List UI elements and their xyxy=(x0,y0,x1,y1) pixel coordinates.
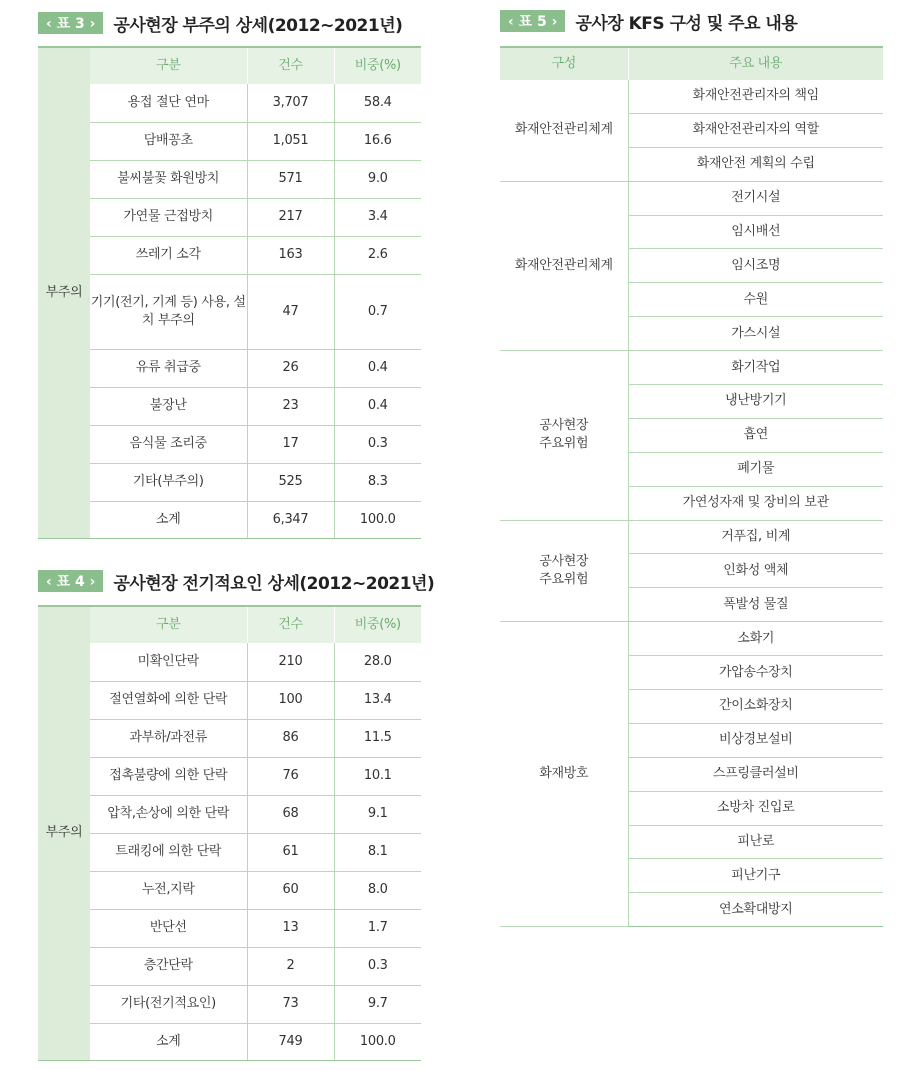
table4-title: 공사현장 전기적요인 상세(2012~2021년) xyxy=(113,573,435,594)
row-ratio-cell: 9.7 xyxy=(334,985,421,1023)
table5 xyxy=(500,46,883,927)
row-ratio-cell: 8.3 xyxy=(334,463,421,501)
table5-header-1: 주요 내용 xyxy=(628,47,883,80)
table5-item-cell: 화재안전 계획의 수립 xyxy=(628,147,883,181)
row-count-cell: 86 xyxy=(247,719,334,757)
table5-item-cell: 흡연 xyxy=(628,418,883,452)
row-ratio-cell: 16.6 xyxy=(334,122,421,160)
table-row xyxy=(38,757,421,795)
row-ratio-cell: 2.6 xyxy=(334,236,421,274)
row-ratio-cell: 9.1 xyxy=(334,795,421,833)
row-name-cell: 담배꽁초 xyxy=(90,122,247,160)
row-count-cell: 1,051 xyxy=(247,122,334,160)
table-row xyxy=(38,909,421,947)
row-count-cell: 13 xyxy=(247,909,334,947)
row-name-cell: 반단선 xyxy=(90,909,247,947)
row-name-cell: 접촉불량에 의한 단락 xyxy=(90,757,247,795)
row-ratio-cell: 0.7 xyxy=(334,274,421,349)
table5-item-cell: 임시배선 xyxy=(628,215,883,249)
table5-item-cell: 가스시설 xyxy=(628,317,883,351)
row-ratio-cell: 13.4 xyxy=(334,681,421,719)
table3-group-label: 부주의 xyxy=(38,47,90,538)
table3-header-row xyxy=(38,47,421,84)
row-count-cell: 26 xyxy=(247,349,334,387)
table5-group-label: 화재안전관리체계 xyxy=(500,80,628,181)
table5-group-label: 화재방호 xyxy=(500,622,628,927)
table3-header-0: 구분 xyxy=(90,47,247,84)
row-ratio-cell: 8.1 xyxy=(334,833,421,871)
row-count-cell: 217 xyxy=(247,198,334,236)
table-row xyxy=(38,643,421,681)
row-count-cell: 23 xyxy=(247,387,334,425)
table5-item-cell: 스프링클러설비 xyxy=(628,757,883,791)
table5-item-cell: 피난기구 xyxy=(628,859,883,893)
total-name-cell: 소계 xyxy=(90,501,247,538)
row-name-cell: 유류 취급중 xyxy=(90,349,247,387)
table3 xyxy=(38,46,421,539)
row-count-cell: 525 xyxy=(247,463,334,501)
table3-header-2: 비중(%) xyxy=(334,47,421,84)
table3-caption xyxy=(38,10,402,36)
table-row xyxy=(38,160,421,198)
table5-item-cell: 폭발성 물질 xyxy=(628,588,883,622)
row-name-cell: 기타(전기적요인) xyxy=(90,985,247,1023)
table4-header-1: 건수 xyxy=(247,606,334,643)
row-name-cell: 절연열화에 의한 단락 xyxy=(90,681,247,719)
row-ratio-cell: 0.4 xyxy=(334,349,421,387)
table-row xyxy=(38,947,421,985)
total-ratio-cell: 100.0 xyxy=(334,501,421,538)
table-row xyxy=(38,425,421,463)
row-count-cell: 163 xyxy=(247,236,334,274)
row-count-cell: 68 xyxy=(247,795,334,833)
table5-title: 공사장 KFS 구성 및 주요 내용 xyxy=(575,13,798,34)
row-name-cell: 층간단락 xyxy=(90,947,247,985)
row-count-cell: 73 xyxy=(247,985,334,1023)
table5-header-row xyxy=(500,47,883,80)
row-ratio-cell: 8.0 xyxy=(334,871,421,909)
table-row xyxy=(38,236,421,274)
table5-item-cell: 피난로 xyxy=(628,825,883,859)
table-row xyxy=(38,387,421,425)
table-row xyxy=(500,622,883,656)
row-count-cell: 100 xyxy=(247,681,334,719)
row-ratio-cell: 10.1 xyxy=(334,757,421,795)
table5-item-cell: 가압송수장치 xyxy=(628,656,883,690)
table5-item-cell: 인화성 액체 xyxy=(628,554,883,588)
table3-total-row xyxy=(38,501,421,538)
table4-header-0: 구분 xyxy=(90,606,247,643)
table-row xyxy=(500,520,883,554)
row-name-cell: 가연물 근접방치 xyxy=(90,198,247,236)
table5-header-0: 구성 xyxy=(500,47,628,80)
row-name-cell: 기타(부주의) xyxy=(90,463,247,501)
total-count-cell: 749 xyxy=(247,1023,334,1060)
table5-item-cell: 전기시설 xyxy=(628,181,883,215)
row-count-cell: 571 xyxy=(247,160,334,198)
table5-item-cell: 임시조명 xyxy=(628,249,883,283)
table5-item-cell: 가연성자재 및 장비의 보관 xyxy=(628,486,883,520)
row-ratio-cell: 28.0 xyxy=(334,643,421,681)
table-row xyxy=(38,349,421,387)
row-name-cell: 기기(전기, 기계 등) 사용, 설치 부주의 xyxy=(90,274,247,349)
row-count-cell: 60 xyxy=(247,871,334,909)
table-row xyxy=(500,351,883,385)
table5-item-cell: 간이소화장치 xyxy=(628,690,883,724)
row-name-cell: 불씨불꽃 화원방치 xyxy=(90,160,247,198)
table5-item-cell: 화재안전관리자의 책임 xyxy=(628,80,883,113)
row-count-cell: 47 xyxy=(247,274,334,349)
row-ratio-cell: 0.3 xyxy=(334,425,421,463)
table4 xyxy=(38,605,421,1061)
total-ratio-cell: 100.0 xyxy=(334,1023,421,1060)
table-row xyxy=(38,833,421,871)
table5-item-cell: 연소확대방지 xyxy=(628,893,883,927)
table-row xyxy=(38,681,421,719)
row-name-cell: 압착,손상에 의한 단락 xyxy=(90,795,247,833)
table4-total-row xyxy=(38,1023,421,1060)
row-name-cell: 음식물 조리중 xyxy=(90,425,247,463)
table3-title: 공사현장 부주의 상세(2012~2021년) xyxy=(113,15,403,36)
row-name-cell: 누전,지락 xyxy=(90,871,247,909)
row-count-cell: 61 xyxy=(247,833,334,871)
row-count-cell: 76 xyxy=(247,757,334,795)
table4-header-row xyxy=(38,606,421,643)
table-row xyxy=(38,84,421,122)
row-name-cell: 불장난 xyxy=(90,387,247,425)
table-row xyxy=(500,181,883,215)
table5-item-cell: 수원 xyxy=(628,283,883,317)
table4-header-2: 비중(%) xyxy=(334,606,421,643)
row-ratio-cell: 0.4 xyxy=(334,387,421,425)
table-row xyxy=(38,795,421,833)
table4-tag: ‹ 표 4 › xyxy=(38,570,103,592)
row-count-cell: 2 xyxy=(247,947,334,985)
table5-item-cell: 폐기물 xyxy=(628,452,883,486)
table5-group-label: 공사현장 주요위험 xyxy=(500,351,628,520)
total-count-cell: 6,347 xyxy=(247,501,334,538)
row-count-cell: 17 xyxy=(247,425,334,463)
table-row xyxy=(38,463,421,501)
row-ratio-cell: 11.5 xyxy=(334,719,421,757)
row-count-cell: 3,707 xyxy=(247,84,334,122)
table-row xyxy=(38,274,421,349)
row-name-cell: 미확인단락 xyxy=(90,643,247,681)
row-ratio-cell: 58.4 xyxy=(334,84,421,122)
table-row xyxy=(38,985,421,1023)
table5-item-cell: 거푸집, 비계 xyxy=(628,520,883,554)
table5-item-cell: 소방차 진입로 xyxy=(628,791,883,825)
table-row xyxy=(38,719,421,757)
table5-item-cell: 비상경보설비 xyxy=(628,723,883,757)
table3-header-1: 건수 xyxy=(247,47,334,84)
table-row xyxy=(38,122,421,160)
table-row xyxy=(38,198,421,236)
row-name-cell: 트래킹에 의한 단락 xyxy=(90,833,247,871)
row-ratio-cell: 0.3 xyxy=(334,947,421,985)
row-name-cell: 과부하/과전류 xyxy=(90,719,247,757)
table4-caption xyxy=(38,568,434,594)
table5-tag: ‹ 표 5 › xyxy=(500,10,565,32)
row-ratio-cell: 9.0 xyxy=(334,160,421,198)
table5-caption xyxy=(500,8,797,34)
table-row xyxy=(38,871,421,909)
row-name-cell: 용접 절단 연마 xyxy=(90,84,247,122)
table5-group-label: 화재안전관리체계 xyxy=(500,181,628,350)
table5-item-cell: 화재안전관리자의 역할 xyxy=(628,113,883,147)
row-count-cell: 210 xyxy=(247,643,334,681)
table4-group-label: 부주의 xyxy=(38,606,90,1060)
table-row xyxy=(500,80,883,113)
table5-item-cell: 냉난방기기 xyxy=(628,385,883,419)
total-name-cell: 소계 xyxy=(90,1023,247,1060)
table5-item-cell: 소화기 xyxy=(628,622,883,656)
row-ratio-cell: 3.4 xyxy=(334,198,421,236)
table5-group-label: 공사현장 주요위험 xyxy=(500,520,628,622)
row-ratio-cell: 1.7 xyxy=(334,909,421,947)
table5-item-cell: 화기작업 xyxy=(628,351,883,385)
row-name-cell: 쓰레기 소각 xyxy=(90,236,247,274)
table3-tag: ‹ 표 3 › xyxy=(38,12,103,34)
